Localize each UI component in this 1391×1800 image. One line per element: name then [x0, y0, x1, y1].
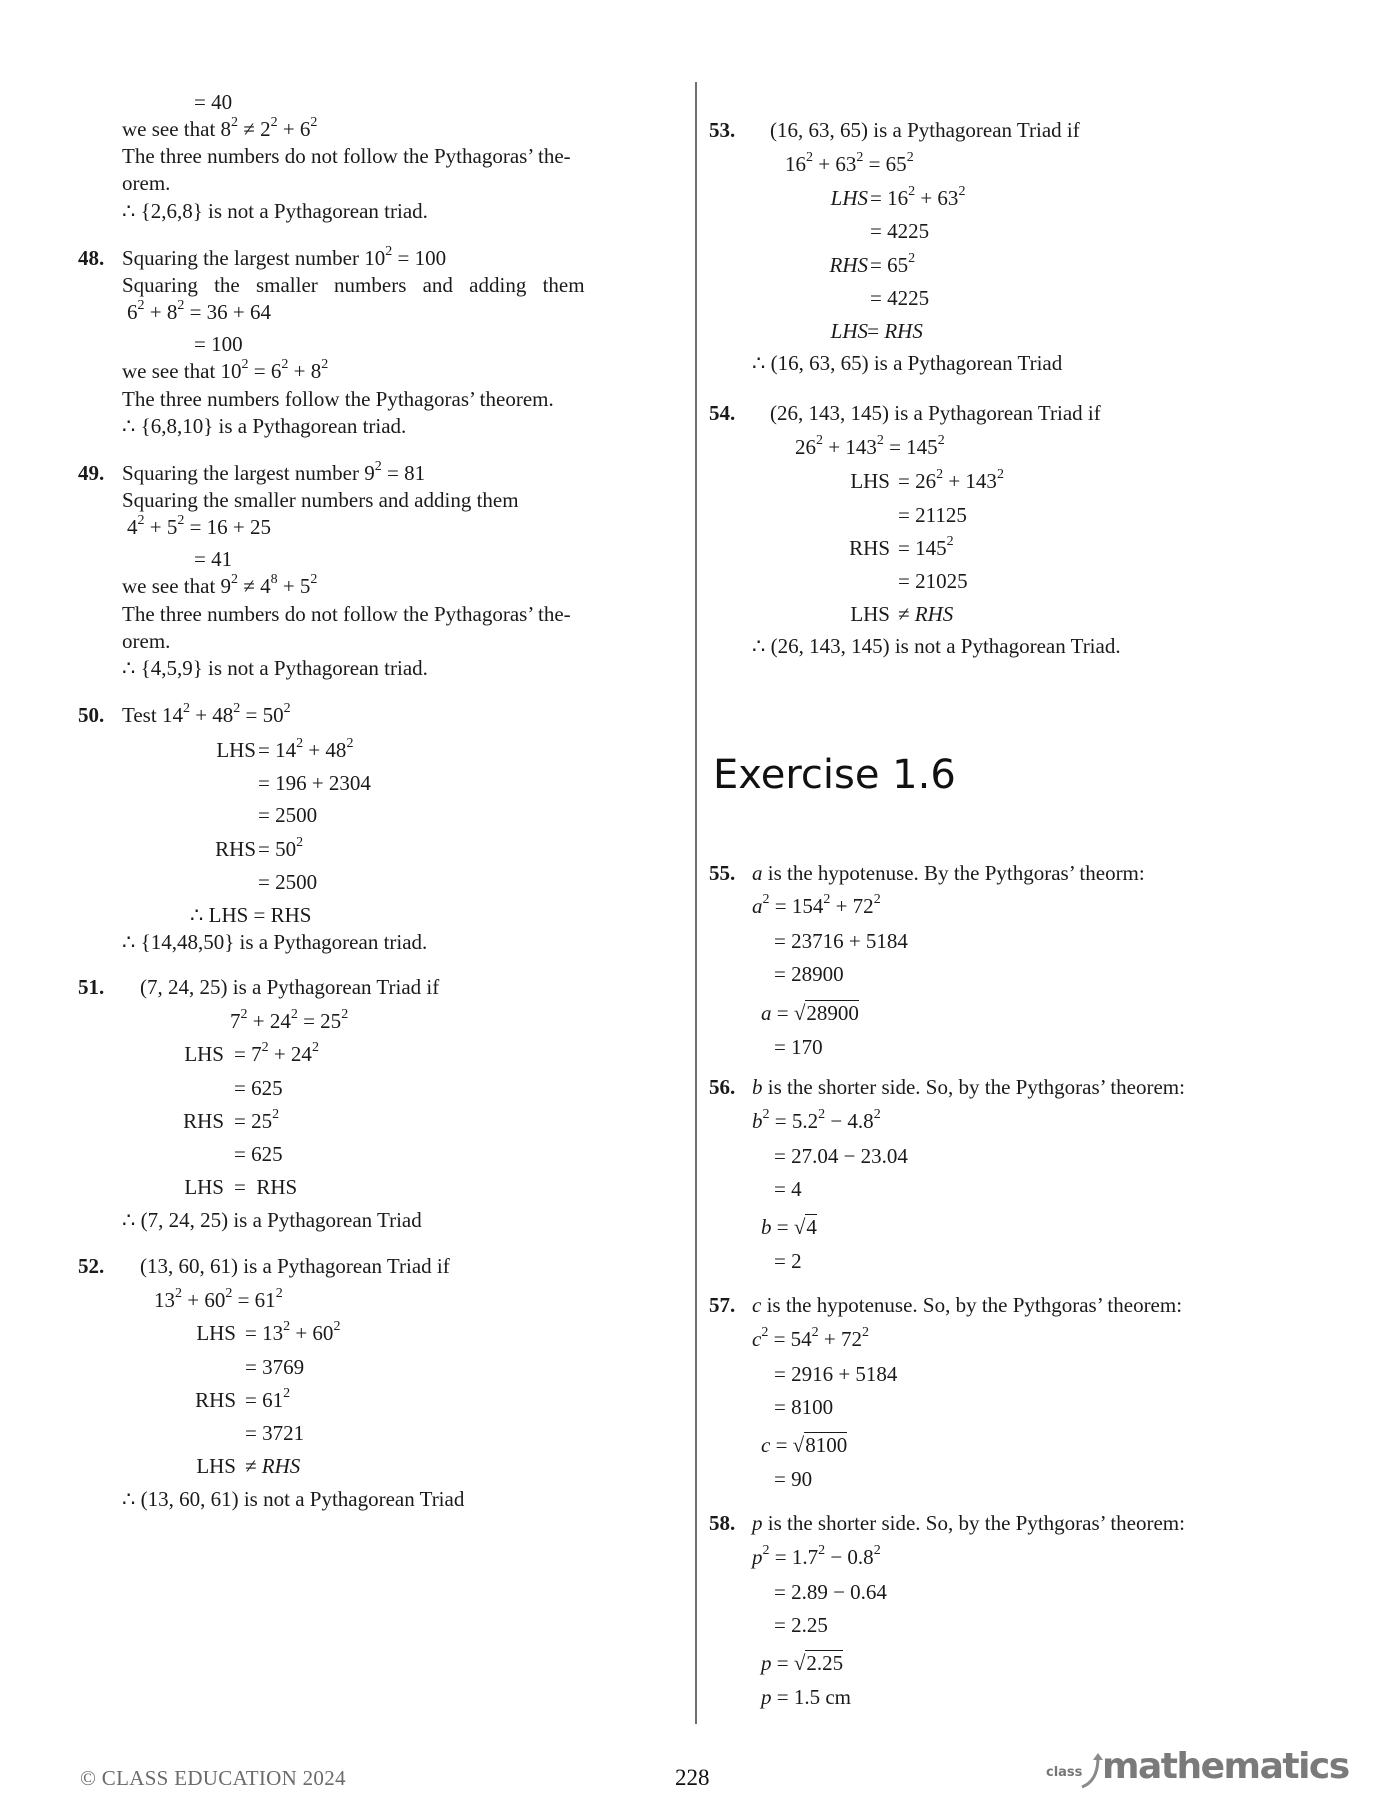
text: = 145 — [883, 435, 938, 459]
conclusion-line: ∴ (16, 63, 65) is a Pythagorean Triad — [752, 351, 1063, 375]
variable: b — [752, 1075, 763, 1099]
copyright-notice: © CLASS EDUCATION 2024 — [80, 1766, 346, 1790]
lhs-label: LHS — [850, 469, 890, 493]
exponent: 2 — [811, 1325, 819, 1340]
eq-line: = 625 — [234, 1142, 283, 1166]
exponent: 2 — [333, 1319, 341, 1334]
question-number: 50. — [78, 703, 105, 727]
text-line: The three numbers do not follow the Pythagoras’ the- — [122, 144, 571, 168]
exponent: 2 — [908, 251, 916, 266]
text: Squaring the largest number 10 — [122, 246, 386, 270]
text: 13 — [154, 1288, 175, 1312]
text-line: (26, 143, 145) is a Pythagorean Triad if — [770, 401, 1101, 425]
text: + 48 — [189, 703, 234, 727]
eq-line — [245, 1453, 300, 1479]
exponent: 2 — [177, 298, 185, 313]
variable: c — [752, 1293, 762, 1317]
text: is the shorter side. So, by the Pythgoras’ theorem: — [762, 1075, 1185, 1099]
text: + 24 — [268, 1042, 312, 1066]
text-line — [122, 358, 328, 384]
eq-line: = 40 — [194, 90, 233, 114]
exponent: 2 — [873, 892, 881, 907]
text: RHS — [261, 1454, 301, 1478]
text: + 8 — [144, 300, 178, 324]
eq-line: = 90 — [774, 1467, 813, 1491]
eq-line — [258, 737, 353, 763]
eq-line — [898, 535, 954, 561]
variable: a — [761, 1001, 772, 1025]
text-line: The three numbers do not follow the Pythagoras’ the- — [122, 602, 571, 626]
exponent: 2 — [818, 1107, 826, 1122]
text: = 154 — [769, 894, 824, 918]
eq-line — [752, 1108, 881, 1134]
text: = 6 — [248, 359, 282, 383]
conclusion-line: ∴ {2,6,8} is not a Pythagorean triad. — [122, 199, 428, 223]
column-divider — [695, 82, 697, 1724]
eq-line — [870, 252, 915, 278]
radicand: 4 — [806, 1215, 817, 1239]
question-number: 58. — [709, 1511, 736, 1535]
exponent: 2 — [385, 244, 393, 259]
exponent: 2 — [374, 459, 382, 474]
text: = 1.7 — [769, 1545, 819, 1569]
text: RHS — [884, 319, 923, 343]
text-line: orem. — [122, 171, 171, 195]
eq-line — [127, 514, 271, 540]
question-number: 51. — [78, 975, 105, 999]
logo-mathematics-text: mathematics — [1102, 1746, 1349, 1787]
eq-line: = 28900 — [774, 962, 844, 986]
text: is the shorter side. So, by the Pythgoras’ theorem: — [762, 1511, 1185, 1535]
lhs-label: LHS — [184, 1042, 224, 1066]
text: 7 — [230, 1009, 241, 1033]
eq-line: = 100 — [194, 332, 243, 356]
text: Test 14 — [122, 703, 183, 727]
text: = 16 — [870, 186, 909, 210]
exponent: 2 — [816, 433, 823, 448]
lhs-label: LHS — [850, 602, 890, 626]
text-line: (13, 60, 61) is a Pythagorean Triad if — [140, 1254, 450, 1278]
variable: p — [752, 1511, 763, 1535]
text: + 72 — [830, 894, 874, 918]
eq-line — [761, 1684, 851, 1710]
text-line — [122, 460, 425, 486]
text: = — [862, 319, 885, 343]
text-line: Squaring the smaller numbers and adding them — [122, 488, 519, 512]
exponent: 2 — [762, 1107, 770, 1122]
exponent: 2 — [321, 357, 329, 372]
eq-line — [862, 318, 923, 344]
question-number: 56. — [709, 1075, 736, 1099]
exponent: 2 — [225, 1286, 233, 1301]
text: is the hypotenuse. So, by the Pythgoras’ theorem: — [761, 1293, 1183, 1317]
lhs-label: LHS — [830, 319, 868, 343]
exponent: 2 — [272, 1107, 280, 1122]
lhs-label: LHS — [184, 1175, 224, 1199]
text: + 6 — [277, 117, 311, 141]
text-line: Squaring the smaller numbers and adding them — [122, 273, 585, 297]
rhs-label: RHS — [829, 253, 868, 277]
text: ≠ 4 — [238, 574, 271, 598]
question-number: 54. — [709, 401, 736, 425]
eq-line: = 625 — [234, 1076, 283, 1100]
text: 16 — [785, 152, 806, 176]
eq-line: ∴ LHS = RHS — [190, 903, 312, 927]
eq-line: = 21025 — [898, 569, 968, 593]
exponent: 8 — [270, 572, 278, 587]
question-number: 57. — [709, 1293, 736, 1317]
exponent: 2 — [177, 513, 185, 528]
text: = 50 — [258, 837, 297, 861]
text-line — [122, 573, 317, 599]
exponent: 2 — [310, 115, 318, 130]
variable: a — [752, 861, 763, 885]
text: we see that 10 — [122, 359, 242, 383]
exponent: 2 — [296, 736, 304, 751]
exponent: 2 — [346, 736, 354, 751]
exponent: 2 — [270, 115, 278, 130]
eq-line: = 170 — [774, 1035, 823, 1059]
sqrt-sign: = √ — [771, 1001, 806, 1025]
conclusion-line: ∴ (26, 143, 145) is not a Pythagorean Triad. — [752, 634, 1121, 658]
text-line: (16, 63, 65) is a Pythagorean Triad if — [770, 118, 1080, 142]
eq-line: = 3769 — [245, 1355, 305, 1379]
eq-line: = 2.25 — [774, 1613, 828, 1637]
text-line: orem. — [122, 629, 171, 653]
exponent: 2 — [823, 892, 831, 907]
text: = 36 + 64 — [184, 300, 272, 324]
radicand: 28900 — [806, 1001, 859, 1025]
variable: p — [752, 1545, 763, 1569]
eq-line: = 3721 — [245, 1421, 305, 1445]
text: = 65 — [863, 152, 907, 176]
text-line — [122, 116, 317, 142]
exponent: 2 — [310, 572, 318, 587]
text-line — [122, 702, 291, 728]
text: = 50 — [240, 703, 284, 727]
text: + 143 — [943, 469, 997, 493]
exponent: 2 — [862, 1325, 870, 1340]
exponent: 2 — [761, 1325, 769, 1340]
text: + 72 — [818, 1327, 863, 1351]
text: − 4.8 — [825, 1109, 874, 1133]
text-line — [752, 1510, 1185, 1536]
eq-line: = 4 — [774, 1177, 802, 1201]
eq-line: = 23716 + 5184 — [774, 929, 908, 953]
variable: p — [761, 1685, 772, 1709]
text: = 81 — [381, 461, 426, 485]
eq-line — [154, 1287, 283, 1313]
eq-line: = 2916 + 5184 — [774, 1362, 898, 1386]
exponent: 2 — [261, 1040, 269, 1055]
lhs-label: LHS — [830, 186, 868, 210]
conclusion-line: ∴ {4,5,9} is not a Pythagorean triad. — [122, 656, 428, 680]
eq-line — [785, 151, 914, 177]
eq-line: = RHS — [234, 1175, 298, 1199]
rhs-label: RHS — [195, 1388, 236, 1412]
sqrt-sign: = √ — [771, 1651, 806, 1675]
exponent: 2 — [290, 1007, 298, 1022]
text: = 26 — [898, 469, 937, 493]
text: = 13 — [245, 1321, 284, 1345]
eq-line — [752, 893, 881, 919]
radicand: 2.25 — [806, 1651, 844, 1675]
eq-line: = 27.04 − 23.04 — [774, 1144, 908, 1168]
exercise-heading: Exercise 1.6 — [713, 752, 956, 798]
text: = 14 — [258, 738, 297, 762]
exponent: 2 — [996, 467, 1004, 482]
exponent: 2 — [937, 433, 945, 448]
eq-line — [245, 1387, 290, 1413]
variable: b — [752, 1109, 763, 1133]
eq-line: = 4225 — [870, 286, 930, 310]
text: = 7 — [234, 1042, 262, 1066]
question-number: 48. — [78, 246, 105, 270]
eq-line — [761, 1432, 847, 1458]
eq-line — [752, 1544, 881, 1570]
eq-line — [230, 1008, 348, 1034]
exponent: 2 — [283, 1319, 291, 1334]
question-number: 53. — [709, 118, 736, 142]
text-line — [752, 1074, 1185, 1100]
text: + 5 — [144, 515, 178, 539]
text-line — [752, 1292, 1182, 1318]
text: + 60 — [182, 1288, 226, 1312]
rhs-label: RHS — [183, 1109, 224, 1133]
variable: a — [752, 894, 763, 918]
exponent: 2 — [283, 1386, 291, 1401]
exponent: 2 — [762, 892, 770, 907]
text: + 24 — [247, 1009, 291, 1033]
exponent: 2 — [876, 433, 884, 448]
conclusion-line: ∴ (7, 24, 25) is a Pythagorean Triad — [122, 1208, 422, 1232]
exponent: 2 — [231, 572, 239, 587]
exponent: 2 — [806, 150, 813, 165]
variable: p — [761, 1651, 772, 1675]
text: we see that 9 — [122, 574, 232, 598]
exponent: 2 — [231, 115, 239, 130]
text: = 25 — [297, 1009, 342, 1033]
text: = 1.5 cm — [771, 1685, 851, 1709]
text-line: The three numbers follow the Pythagoras’ theorem. — [122, 387, 554, 411]
exponent: 2 — [906, 150, 914, 165]
eq-line — [234, 1041, 319, 1067]
text: = 54 — [768, 1327, 812, 1351]
radicand: 8100 — [805, 1433, 848, 1457]
text: ≠ — [898, 602, 915, 626]
question-number: 52. — [78, 1254, 105, 1278]
text: + 60 — [290, 1321, 334, 1345]
sqrt-sign: = √ — [770, 1433, 805, 1457]
text: 4 — [127, 515, 138, 539]
exponent: 2 — [873, 1107, 881, 1122]
text: + 143 — [823, 435, 877, 459]
exponent: 2 — [241, 357, 249, 372]
text: 6 — [127, 300, 138, 324]
text: = 16 + 25 — [184, 515, 272, 539]
page-number: 228 — [675, 1765, 710, 1790]
eq-line: = 2 — [774, 1249, 802, 1273]
exponent: 2 — [240, 1007, 248, 1022]
exponent: 2 — [908, 184, 916, 199]
conclusion-line: ∴ {6,8,10} is a Pythagorean triad. — [122, 414, 407, 438]
text: + 8 — [288, 359, 322, 383]
rhs-label: RHS — [849, 536, 890, 560]
text: = 100 — [392, 246, 447, 270]
exponent: 2 — [137, 298, 145, 313]
eq-line — [761, 1650, 843, 1676]
text: = 5.2 — [769, 1109, 819, 1133]
text: + 5 — [277, 574, 311, 598]
eq-line — [127, 299, 271, 325]
text: ≠ — [245, 1454, 262, 1478]
eq-line: = 8100 — [774, 1395, 834, 1419]
text: we see that 8 — [122, 117, 232, 141]
text: = 25 — [234, 1109, 273, 1133]
eq-line — [870, 185, 965, 211]
variable: c — [752, 1327, 762, 1351]
text: = 145 — [898, 536, 947, 560]
eq-line: = 41 — [194, 547, 233, 571]
lhs-label: LHS — [196, 1321, 236, 1345]
eq-line: = 21125 — [898, 503, 967, 527]
class-mathematics-logo — [1040, 1745, 1349, 1795]
eq-line — [795, 434, 945, 460]
variable: c — [761, 1433, 771, 1457]
text: − 0.8 — [825, 1545, 874, 1569]
question-number: 49. — [78, 461, 105, 485]
eq-line — [761, 1214, 817, 1240]
text: + 63 — [813, 152, 857, 176]
logo-class-text: class — [1046, 1765, 1083, 1780]
text-line — [752, 860, 1145, 886]
eq-line — [898, 468, 1004, 494]
exponent: 2 — [762, 1543, 770, 1558]
exponent: 2 — [182, 701, 190, 716]
text-line: (7, 24, 25) is a Pythagorean Triad if — [140, 975, 440, 999]
eq-line — [245, 1320, 340, 1346]
sqrt-sign: = √ — [771, 1215, 806, 1239]
eq-line: = 2.89 − 0.64 — [774, 1580, 887, 1604]
eq-line: = 4225 — [870, 219, 930, 243]
conclusion-line: ∴ (13, 60, 61) is not a Pythagorean Triad — [122, 1487, 465, 1511]
text: Squaring the largest number 9 — [122, 461, 375, 485]
exponent: 2 — [311, 1040, 319, 1055]
exponent: 2 — [873, 1543, 881, 1558]
exponent: 2 — [233, 701, 241, 716]
text: = 65 — [870, 253, 909, 277]
exponent: 2 — [137, 513, 145, 528]
text: ≠ 2 — [238, 117, 271, 141]
exponent: 2 — [341, 1007, 349, 1022]
text: + 48 — [303, 738, 347, 762]
exponent: 2 — [281, 357, 289, 372]
eq-line — [898, 601, 953, 627]
exponent: 2 — [818, 1543, 826, 1558]
text: + 63 — [915, 186, 959, 210]
exponent: 2 — [283, 701, 291, 716]
text: is the hypotenuse. By the Pythgoras’ theorm: — [762, 861, 1145, 885]
exponent: 2 — [946, 534, 954, 549]
eq-line: = 2500 — [258, 870, 318, 894]
lhs-label: LHS — [216, 738, 256, 762]
eq-line: = 196 + 2304 — [258, 771, 371, 795]
exponent: 2 — [958, 184, 966, 199]
exponent: 2 — [296, 835, 304, 850]
eq-line — [234, 1108, 279, 1134]
text-line — [122, 245, 446, 271]
conclusion-line: ∴ {14,48,50} is a Pythagorean triad. — [122, 930, 428, 954]
text: RHS — [914, 602, 954, 626]
eq-line — [761, 1000, 859, 1026]
text: 26 — [795, 435, 816, 459]
variable: b — [761, 1215, 772, 1239]
text: = 61 — [232, 1288, 276, 1312]
eq-line — [752, 1326, 869, 1352]
question-number: 55. — [709, 861, 736, 885]
rhs-label: RHS — [215, 837, 256, 861]
text: = 61 — [245, 1388, 284, 1412]
eq-line — [258, 836, 303, 862]
eq-line: = 2500 — [258, 803, 318, 827]
exponent: 2 — [175, 1286, 182, 1301]
exponent: 2 — [856, 150, 864, 165]
lhs-label: LHS — [196, 1454, 236, 1478]
exponent: 2 — [275, 1286, 283, 1301]
exponent: 2 — [936, 467, 944, 482]
